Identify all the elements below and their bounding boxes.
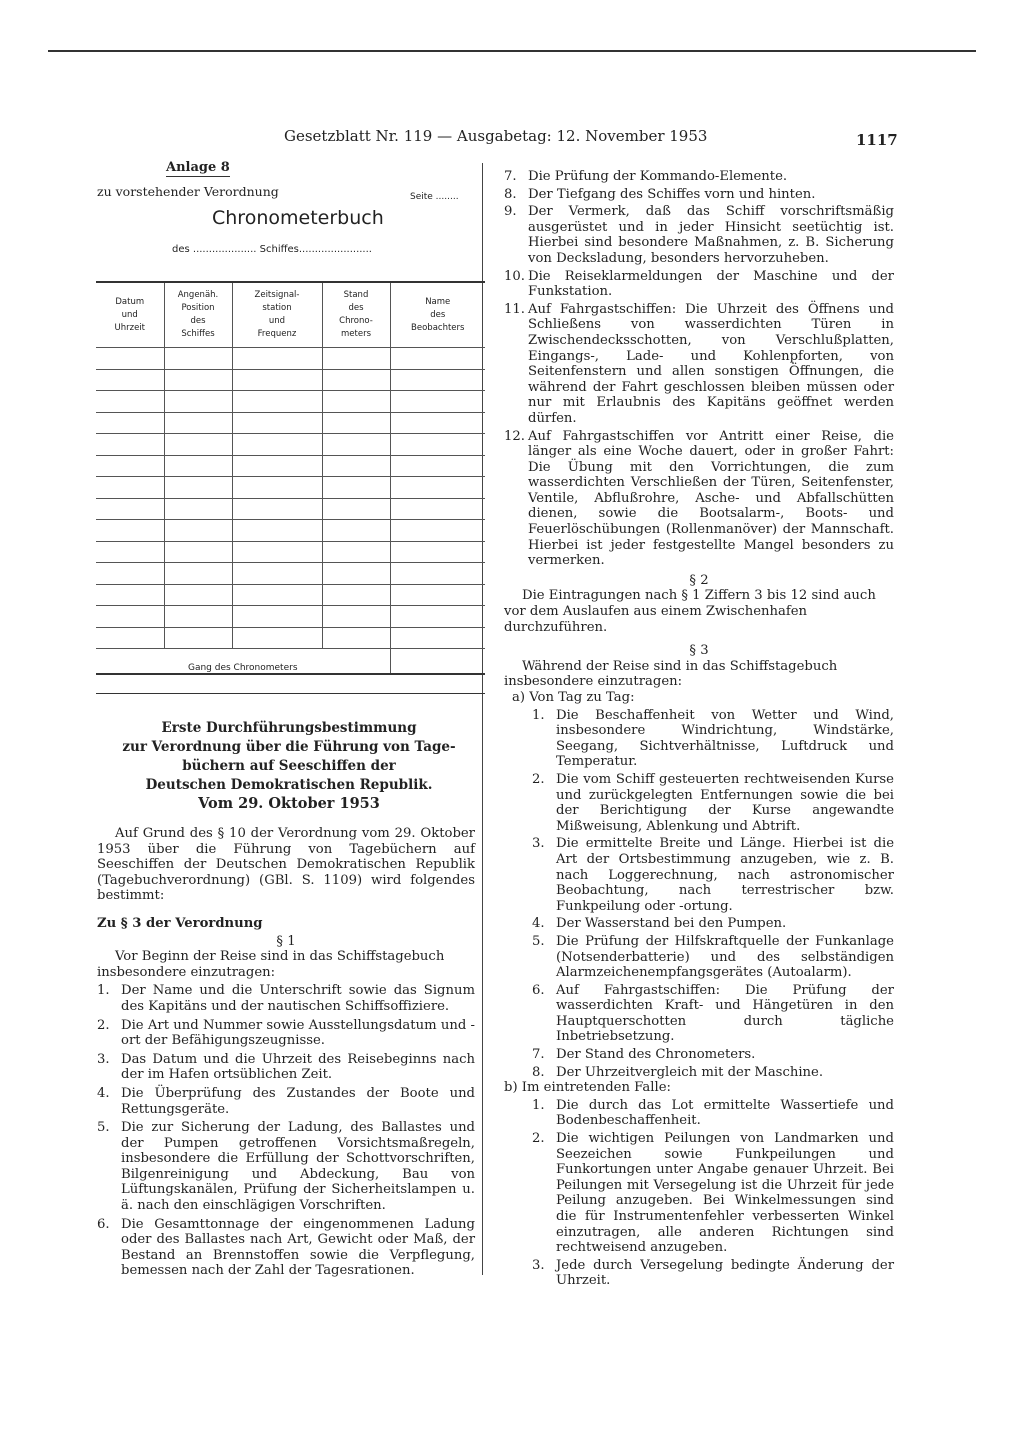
table-footer-row bbox=[96, 649, 485, 675]
list-item bbox=[532, 772, 894, 834]
list-item bbox=[532, 1047, 894, 1063]
table-header-row bbox=[96, 282, 485, 348]
section-b-label: b) Im eintretenden Falle: bbox=[504, 1080, 671, 1096]
table-cell bbox=[322, 541, 390, 563]
ship-name-line: des .................... Schiffes....................... bbox=[172, 244, 372, 255]
item-text: Auf Fahrgastschiffen vor Antritt einer Reise, die länger als eine Woche dauert, oder in großer Fahrt: Die Übung mit den Vorrichtungen, die zum wasserdichten Verschließen der Türen, Seitenfenster, Ventile, Abflußrohre, Asche- und Abfallschütten dienen, sowie die Bootsalarm-, Boots- und Feuerlöschübungen (Rollenmanöver) der Mannschaft. Hierbei ist jeder festgestellte Mangel besonders zu vermerken. bbox=[528, 428, 894, 569]
item-text: Der Uhrzeitvergleich mit der Maschine. bbox=[556, 1064, 824, 1080]
regulation-date: Vom 29. Oktober 1953 bbox=[198, 795, 380, 812]
table-row bbox=[96, 455, 485, 477]
table-cell bbox=[96, 391, 164, 413]
table-cell bbox=[322, 498, 390, 520]
regulation-title bbox=[97, 719, 481, 795]
table-cell bbox=[232, 606, 322, 628]
left-text-column bbox=[97, 826, 475, 1279]
table-cell bbox=[96, 520, 164, 542]
title-line: Deutschen Demokratischen Republik. bbox=[145, 777, 433, 793]
list-item bbox=[532, 1065, 894, 1081]
table-row bbox=[96, 627, 485, 649]
table-cell bbox=[322, 477, 390, 499]
left-list bbox=[97, 983, 475, 1279]
table-cell bbox=[96, 563, 164, 585]
item-number: 2. bbox=[97, 1017, 110, 1033]
table-row bbox=[96, 412, 485, 434]
list-item bbox=[532, 1098, 894, 1129]
section-a-list bbox=[504, 708, 894, 1081]
list-item bbox=[532, 708, 894, 770]
table-cell bbox=[96, 541, 164, 563]
table-cell bbox=[322, 434, 390, 456]
item-text: Die zur Sicherung der Ladung, des Ballastes und der Pumpen getroffenen Vorsichtsmaßregeln, insbesondere die Erfüllung der Schottvorschriften, Bilgenreinigung und Abdeckung, Bau von Lüftungskanälen, Prüfung der Sicherheitslampen u. ä. nach den einschlägigen Vorschriften. bbox=[121, 1120, 475, 1214]
table-cell bbox=[96, 369, 164, 391]
list-item bbox=[504, 187, 894, 203]
anlage-label: Anlage 8 bbox=[166, 160, 230, 175]
item-text: Die ermittelte Breite und Länge. Hierbei ist die Art der Ortsbestimmung anzugeben, wie z. B. nach Loggerechnung, nach astronomischer Beobachtung, nach terrestrischer bzw. Funkpeilung oder -ortung. bbox=[556, 836, 894, 914]
item-number: 3. bbox=[532, 836, 545, 852]
table-row bbox=[96, 369, 485, 391]
list-item bbox=[504, 429, 894, 569]
item-number: 5. bbox=[532, 933, 545, 949]
right-text-column bbox=[504, 167, 894, 1289]
column-header: Zeitsignal- station und Frequenz bbox=[232, 282, 322, 348]
item-text: Die wichtigen Peilungen von Landmarken und Seezeichen sowie Funkpeilungen und Funkortungen unter Angabe genauer Uhrzeit. Bei Peilungen mit Versegelung ist die Uhrzeit für jede Peilung anzugeben. Bei Winkelmessungen sind die für Instrumentenfehler verbesserten Winkel einzutragen, alle anderen Richtungen sind rechtweisend anzugeben. bbox=[556, 1131, 894, 1256]
table-cell bbox=[164, 627, 232, 649]
item-number: 5. bbox=[97, 1120, 110, 1136]
intro-paragraph: Auf Grund des § 10 der Verordnung vom 29. Oktober 1953 über die Führung von Tagebüchern auf Seeschiffen der Deutschen Demokratischen Republik (Tagebuchverordnung) (GBl. S. 1109) wird folgendes bestimmt: bbox=[97, 826, 475, 904]
table-cell bbox=[96, 455, 164, 477]
list-item bbox=[504, 169, 894, 185]
list-item bbox=[532, 1258, 894, 1289]
table-cell bbox=[232, 434, 322, 456]
item-number: 9. bbox=[504, 204, 517, 220]
table-cell bbox=[164, 434, 232, 456]
item-text: Die Art und Nummer sowie Ausstellungsdatum und -ort der Befähigungszeugnisse. bbox=[121, 1017, 475, 1049]
item-number: 3. bbox=[97, 1051, 110, 1067]
list-item bbox=[532, 983, 894, 1045]
table-cell bbox=[390, 649, 485, 675]
table-cell bbox=[390, 584, 485, 606]
top-rule bbox=[48, 50, 976, 52]
section-a-label: a) Von Tag zu Tag: bbox=[512, 690, 635, 705]
table-cell bbox=[96, 606, 164, 628]
anlage-subtitle: zu vorstehender Verordnung bbox=[97, 184, 279, 199]
list-item bbox=[504, 269, 894, 300]
table-cell bbox=[96, 348, 164, 370]
table-cell bbox=[322, 584, 390, 606]
table-cell bbox=[232, 391, 322, 413]
table-cell bbox=[390, 520, 485, 542]
table-cell bbox=[390, 391, 485, 413]
list-item bbox=[532, 916, 894, 932]
page-header: Gesetzblatt Nr. 119 — Ausgabetag: 12. November 1953 bbox=[284, 127, 708, 145]
item-text: Die Prüfung der Hilfskraftquelle der Funkanlage (Notsenderbatterie) und des selbständigen Alarmzeichenempfangsgerätes (Autoalarm). bbox=[556, 933, 894, 981]
table-cell bbox=[232, 455, 322, 477]
table-row bbox=[96, 606, 485, 628]
chronometer-rate-label: Gang des Chronometers bbox=[96, 649, 390, 675]
item-text: Der Name und die Unterschrift sowie das Signum des Kapitäns und der nautischen Schiffsoffiziere. bbox=[121, 983, 475, 1014]
table-cell bbox=[390, 627, 485, 649]
table-row bbox=[96, 520, 485, 542]
table-cell bbox=[232, 477, 322, 499]
table-cell bbox=[322, 412, 390, 434]
table-cell bbox=[322, 520, 390, 542]
table-cell bbox=[164, 391, 232, 413]
table-cell bbox=[164, 477, 232, 499]
item-number: 7. bbox=[532, 1047, 545, 1063]
item-text: Die Beschaffenheit von Wetter und Wind, insbesondere Windrichtung, Windstärke, Seegang, Sichtverhältnisse, Luftdruck und Temperatur. bbox=[556, 707, 894, 770]
paragraph-1-intro: Vor Beginn der Reise sind in das Schiffstagebuch insbesondere einzutragen: bbox=[97, 949, 445, 980]
table-cell bbox=[322, 606, 390, 628]
title-line: Erste Durchführungsbestimmung bbox=[161, 720, 417, 736]
table-cell bbox=[390, 412, 485, 434]
table-row bbox=[96, 477, 485, 499]
item-text: Die Prüfung der Kommando-Elemente. bbox=[528, 169, 788, 184]
list-item bbox=[532, 1131, 894, 1256]
paragraph-3-intro: Während der Reise sind in das Schiffstagebuch insbesondere einzutragen: bbox=[504, 658, 838, 690]
table-cell bbox=[322, 348, 390, 370]
table-cell bbox=[322, 455, 390, 477]
item-text: Der Stand des Chronometers. bbox=[556, 1047, 756, 1063]
table-row bbox=[96, 563, 485, 585]
column-header: Name des Beobachters bbox=[390, 282, 485, 348]
paragraph-3-heading: § 3 bbox=[689, 643, 709, 659]
table-cell bbox=[96, 627, 164, 649]
table-cell bbox=[96, 434, 164, 456]
table-cell bbox=[390, 606, 485, 628]
table-row bbox=[96, 348, 485, 370]
item-number: 1. bbox=[532, 1097, 545, 1113]
table-cell bbox=[232, 412, 322, 434]
table-row bbox=[96, 391, 485, 413]
item-number: 2. bbox=[532, 771, 545, 787]
table-cell bbox=[322, 563, 390, 585]
table-cell bbox=[390, 498, 485, 520]
section-heading: Zu § 3 der Verordnung bbox=[97, 915, 263, 931]
table-cell bbox=[232, 498, 322, 520]
item-text: Auf Fahrgastschiffen: Die Uhrzeit des Öffnens und Schließens von wasserdichten Türen in Zwischendecksschotten, von Verschlußplatten, Eingangs-, Lade- und Kohlenpforten, von Seitenfenstern und allen sonstigen Öffnungen, die während der Fahrt geschlossen bleiben müssen oder nur mit Erlaubnis des Kapitäns geöffnet werden dürfen. bbox=[528, 301, 894, 426]
table-cell bbox=[164, 369, 232, 391]
item-number: 3. bbox=[532, 1257, 545, 1273]
table-cell bbox=[390, 348, 485, 370]
table-cell bbox=[232, 584, 322, 606]
table-cell bbox=[322, 369, 390, 391]
paragraph-2-text: Die Eintragungen nach § 1 Ziffern 3 bis 12 sind auch vor dem Auslaufen aus einem Zwischenhafen durchzuführen. bbox=[504, 588, 876, 635]
item-number: 12. bbox=[504, 428, 525, 444]
column-header: Datum und Uhrzeit bbox=[96, 282, 164, 348]
item-number: 1. bbox=[532, 707, 545, 723]
list-item bbox=[97, 1018, 475, 1049]
section-b-list bbox=[504, 1098, 894, 1289]
table-cell bbox=[322, 627, 390, 649]
table-row bbox=[96, 541, 485, 563]
table-cell bbox=[390, 541, 485, 563]
table-cell bbox=[164, 541, 232, 563]
table-row bbox=[96, 584, 485, 606]
item-number: 6. bbox=[97, 1216, 110, 1232]
table-cell bbox=[232, 627, 322, 649]
list-item bbox=[97, 983, 475, 1014]
list-item bbox=[504, 204, 894, 266]
item-number: 2. bbox=[532, 1131, 545, 1147]
list-item bbox=[97, 1217, 475, 1279]
table-cell bbox=[164, 455, 232, 477]
table-cell bbox=[96, 477, 164, 499]
column-header: Angenäh. Position des Schiffes bbox=[164, 282, 232, 348]
item-text: Der Wasserstand bei den Pumpen. bbox=[556, 916, 787, 932]
item-text: Der Vermerk, daß das Schiff vorschriftsmäßig ausgerüstet und in jeder Hinsicht seetüchtig ist. Hierbei sind besondere Maßnahmen, z. B. Sicherung von Decksladung, besonders hervorzuheben. bbox=[528, 204, 894, 266]
table-cell bbox=[390, 477, 485, 499]
table-cell bbox=[164, 412, 232, 434]
item-text: Das Datum und die Uhrzeit des Reisebeginns nach der im Hafen ortsüblichen Zeit. bbox=[121, 1051, 475, 1083]
item-number: 11. bbox=[504, 301, 525, 317]
item-text: Der Tiefgang des Schiffes vorn und hinten. bbox=[528, 186, 816, 202]
list-item bbox=[97, 1052, 475, 1083]
table-cell bbox=[164, 563, 232, 585]
item-number: 10. bbox=[504, 268, 525, 284]
table-cell bbox=[232, 520, 322, 542]
item-number: 8. bbox=[504, 186, 517, 202]
table-cell bbox=[232, 541, 322, 563]
item-number: 6. bbox=[532, 982, 545, 998]
table-cell bbox=[96, 412, 164, 434]
table-cell bbox=[390, 455, 485, 477]
item-text: Die vom Schiff gesteuerten rechtweisenden Kurse und zurückgelegten Entfernungen sowie die bei der Berichtigung der Kurse angewandte Mißweisung, Ablenkung und Abtrift. bbox=[556, 771, 894, 834]
item-number: 8. bbox=[532, 1064, 545, 1080]
paragraph-2-heading: § 2 bbox=[689, 572, 709, 588]
table-cell bbox=[322, 391, 390, 413]
item-number: 4. bbox=[97, 1085, 110, 1101]
table-cell bbox=[164, 498, 232, 520]
list-item bbox=[504, 302, 894, 427]
table-cell bbox=[232, 369, 322, 391]
form-title: Chronometerbuch bbox=[212, 207, 384, 229]
table-row bbox=[96, 434, 485, 456]
form-bottom-rule bbox=[96, 693, 485, 694]
table-cell bbox=[164, 584, 232, 606]
item-number: 1. bbox=[97, 983, 110, 999]
paragraph-1-heading: § 1 bbox=[276, 933, 296, 949]
list-item bbox=[97, 1086, 475, 1117]
right-list bbox=[504, 169, 894, 569]
table-cell bbox=[164, 348, 232, 370]
table-cell bbox=[232, 563, 322, 585]
table-cell bbox=[390, 434, 485, 456]
table-cell bbox=[96, 498, 164, 520]
table-row bbox=[96, 498, 485, 520]
list-item bbox=[532, 836, 894, 914]
chronometer-table bbox=[96, 281, 485, 675]
page-number: 1117 bbox=[856, 131, 898, 149]
item-text: Die Gesamttonnage der eingenommenen Ladung oder des Ballastes nach Art, Gewicht oder Maß, der Bestand an Brennstoffen sowie die Verpflegung, bemessen nach der Zahl der Tagesrationen. bbox=[121, 1216, 475, 1279]
item-text: Die Reiseklarmeldungen der Maschine und der Funkstation. bbox=[528, 268, 894, 300]
list-item bbox=[532, 934, 894, 981]
table-cell bbox=[390, 563, 485, 585]
list-item bbox=[97, 1120, 475, 1214]
table-cell bbox=[164, 606, 232, 628]
item-number: 4. bbox=[532, 916, 545, 932]
seite-field: Seite ........ bbox=[410, 192, 459, 202]
title-line: büchern auf Seeschiffen der bbox=[182, 758, 396, 774]
table-cell bbox=[390, 369, 485, 391]
item-text: Jede durch Versegelung bedingte Änderung der Uhrzeit. bbox=[556, 1257, 894, 1289]
item-number: 7. bbox=[504, 169, 517, 184]
title-line: zur Verordnung über die Führung von Tage- bbox=[122, 739, 456, 755]
table-cell bbox=[164, 520, 232, 542]
item-text: Die Überprüfung des Zustandes der Boote und Rettungsgeräte. bbox=[121, 1085, 475, 1117]
table-cell bbox=[96, 584, 164, 606]
item-text: Auf Fahrgastschiffen: Die Prüfung der wasserdichten Kraft- und Hängetüren in den Hauptquerschotten durch tägliche Inbetriebsetzung. bbox=[556, 982, 894, 1045]
item-text: Die durch das Lot ermittelte Wassertiefe und Bodenbeschaffenheit. bbox=[556, 1097, 894, 1129]
column-header: Stand des Chrono- meters bbox=[322, 282, 390, 348]
table-cell bbox=[232, 348, 322, 370]
